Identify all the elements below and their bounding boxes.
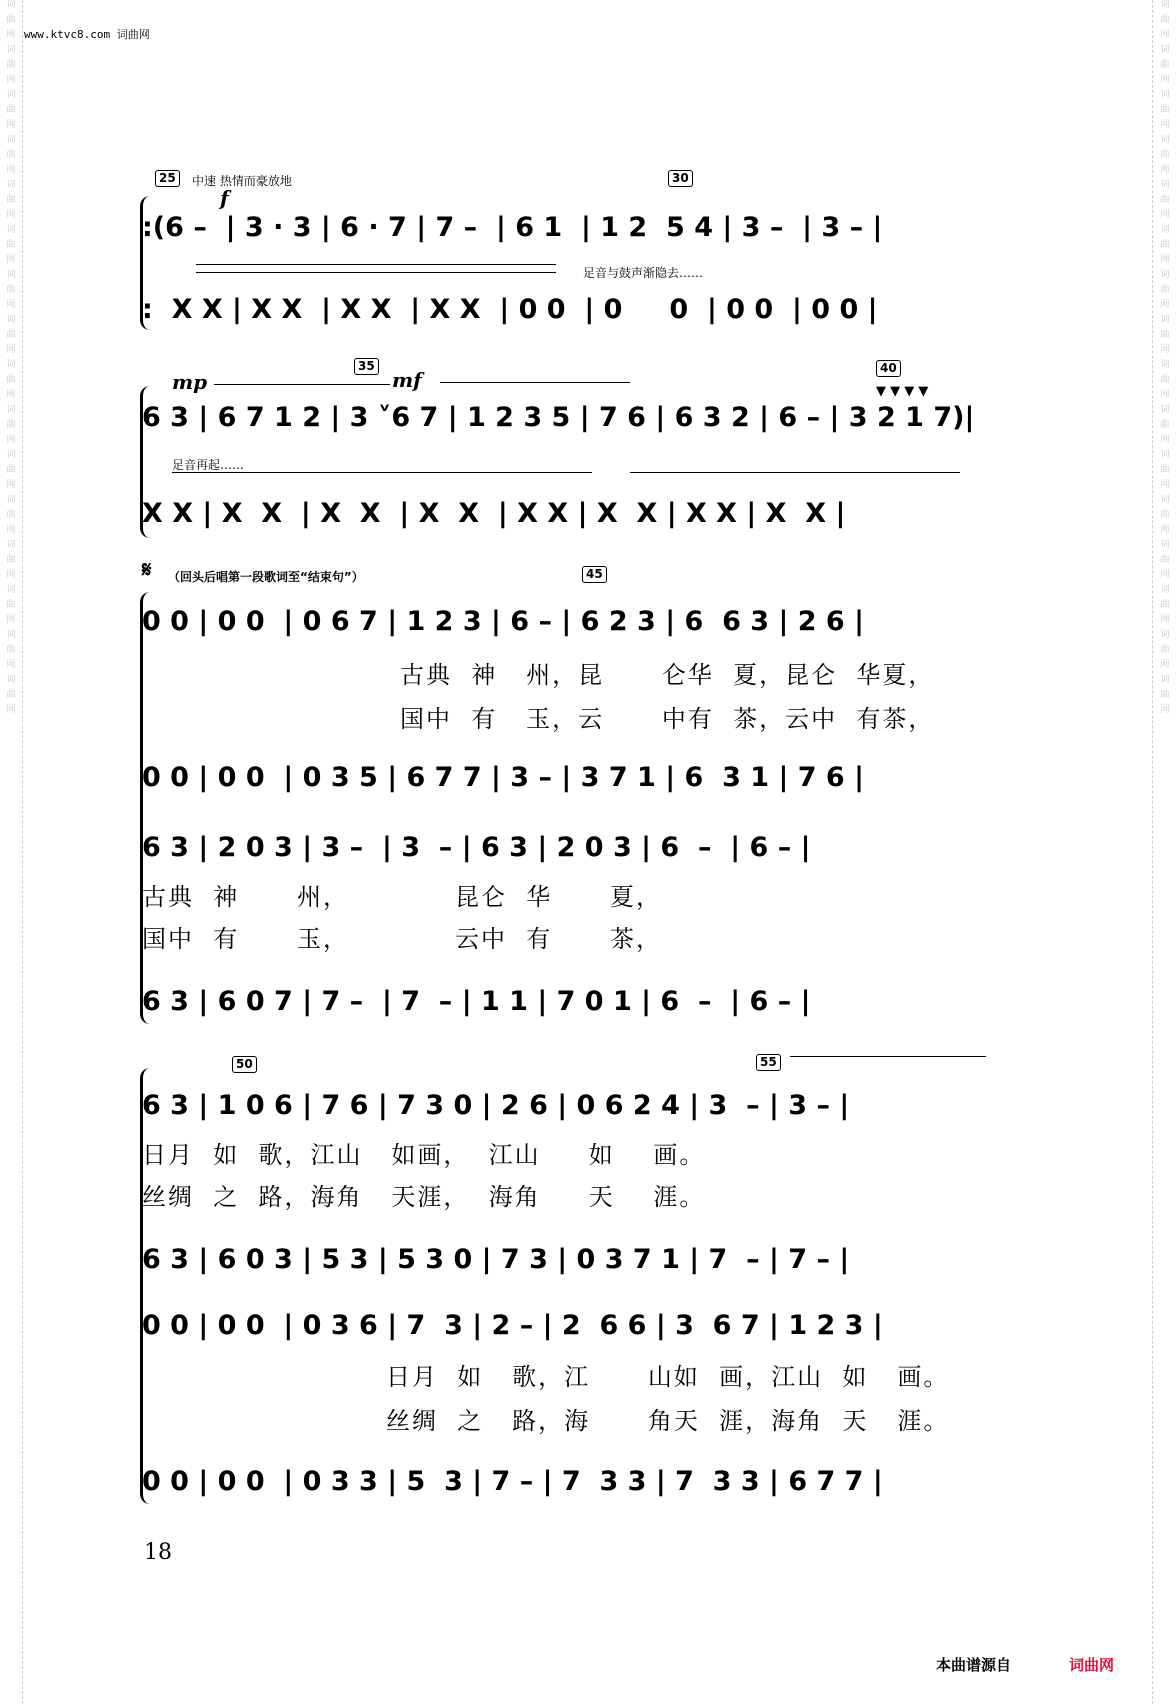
watermark-glyph: 网: [6, 255, 16, 265]
melody-line: 6 3 | 6 7 1 2 | 3 ˅6 7 | 1 2 3 5 | 7 6 | 6 3 2 | 6 – | 3 2 1 7)|: [142, 402, 975, 433]
upper-voice: 0 0 | 0 0 | 0 6 7 | 1 2 3 | 6 – | 6 2 3 | 6 6 3 | 2 6 |: [142, 606, 864, 637]
watermark-glyph: 词: [6, 360, 16, 370]
watermark-glyph: 词: [1160, 405, 1170, 415]
watermark-glyph: 词: [1160, 90, 1170, 100]
tempo-marking: 中速 热情而豪放地: [192, 174, 292, 188]
watermark-glyph: 曲: [1160, 285, 1170, 295]
watermark-glyph: 网: [6, 435, 16, 445]
accent-marks: ▼ ▼ ▼ ▼: [876, 384, 929, 399]
watermark-glyph: 网: [6, 75, 16, 85]
dynamic-marking: mf: [392, 368, 422, 392]
watermark-glyph: 词: [1160, 45, 1170, 55]
lower-voice: 6 3 | 6 0 7 | 7 – | 7 – | 1 1 | 7 0 1 | 6 – | 6 – |: [142, 986, 811, 1017]
watermark-glyph: 词: [6, 135, 16, 145]
watermark-glyph: 词: [1160, 585, 1170, 595]
watermark-glyph: 词: [1160, 495, 1170, 505]
watermark-glyph: 词: [1160, 675, 1170, 685]
watermark-glyph: 词: [1160, 450, 1170, 460]
page-edge-right: [1152, 0, 1153, 1704]
percussion-hint: 足音再起……: [172, 458, 245, 472]
watermark-glyph: 词: [6, 540, 16, 550]
watermark-glyph: 词: [6, 270, 16, 280]
watermark-glyph: 网: [1160, 30, 1170, 40]
percussion-line: X X | X X | X X | X X | X X | X X | X X | X X |: [142, 498, 846, 529]
footer-source-label: 本曲谱源自: [936, 1656, 1012, 1674]
watermark-glyph: 词: [1160, 540, 1170, 550]
lyrics-verse-1: 日月 如 歌，江山 如画， 江山 如 画。: [142, 1141, 706, 1169]
lower-voice: 0 0 | 0 0 | 0 3 5 | 6 7 7 | 3 – | 3 7 1 | 6 3 1 | 7 6 |: [142, 762, 864, 793]
crescendo-hairpin: [790, 1056, 986, 1057]
measure-number: 30: [668, 170, 693, 187]
alto-upper: 0 0 | 0 0 | 0 3 6 | 7 3 | 2 – | 2 6 6 | 3 6 7 | 1 2 3 |: [142, 1310, 883, 1341]
watermark-glyph: 词: [6, 405, 16, 415]
system-brace: [140, 1068, 157, 1504]
measure-number: 50: [232, 1056, 257, 1073]
percussion-line: : X X | X X | X X | X X | 0 0 | 0 0 | 0 0 | 0 0 |: [142, 294, 878, 325]
page-number: 18: [144, 1540, 172, 1565]
watermark-glyph: 网: [6, 390, 16, 400]
crescendo-hairpin: [440, 382, 630, 383]
melody-line: :(6 – | 3 · 3 | 6 · 7 | 7 – | 6 1 | 1 2 5 4 | 3 – | 3 – |: [142, 212, 883, 243]
watermark-glyph: 曲: [1160, 330, 1170, 340]
lyrics-verse-1: 古典 神 州，昆 仑华 夏，昆仑 华夏，: [400, 661, 935, 689]
watermark-glyph: 曲: [1160, 465, 1170, 475]
crescendo-hairpin: [172, 472, 592, 473]
watermark-glyph: 网: [6, 345, 16, 355]
lyrics-verse-2: 丝绸 之 路，海 角天 涯，海角 天 涯。: [386, 1407, 950, 1435]
lyrics-verse-1: 日月 如 歌，江 山如 画，江山 如 画。: [386, 1363, 950, 1391]
watermark-glyph: 曲: [6, 690, 16, 700]
watermark-glyph: 曲: [6, 240, 16, 250]
watermark-glyph: 曲: [1160, 555, 1170, 565]
watermark-glyph: 网: [6, 165, 16, 175]
measure-number: 35: [354, 358, 379, 375]
watermark-glyph: 曲: [6, 420, 16, 430]
watermark-glyph: 网: [1160, 480, 1170, 490]
watermark-glyph: 网: [6, 570, 16, 580]
site-url: www.ktvc8.com 词曲网: [24, 28, 150, 41]
lyrics-verse-1: 古典 神 州， 昆仑 华 夏，: [142, 883, 662, 911]
watermark-glyph: 词: [6, 315, 16, 325]
watermark-glyph: 曲: [1160, 600, 1170, 610]
watermark-glyph: 网: [6, 300, 16, 310]
watermark-glyph: 网: [1160, 255, 1170, 265]
segno-sign: 𝄋: [142, 558, 152, 583]
watermark-glyph: 曲: [6, 555, 16, 565]
watermark-glyph: 网: [1160, 165, 1170, 175]
percussion-hint: 足音与鼓声渐隐去……: [583, 266, 704, 280]
watermark-glyph: 网: [1160, 390, 1170, 400]
watermark-glyph: 网: [6, 120, 16, 130]
measure-number: 25: [155, 170, 180, 187]
watermark-glyph: 网: [1160, 75, 1170, 85]
watermark-glyph: 网: [1160, 435, 1170, 445]
watermark-glyph: 词: [6, 630, 16, 640]
watermark-glyph: 曲: [6, 600, 16, 610]
watermark-glyph: 网: [1160, 705, 1170, 715]
watermark-glyph: 词: [6, 585, 16, 595]
watermark-glyph: 网: [1160, 120, 1170, 130]
watermark-glyph: 网: [6, 660, 16, 670]
watermark-glyph: 网: [1160, 300, 1170, 310]
lyrics-verse-2: 丝绸 之 路，海角 天涯， 海角 天 涯。: [142, 1183, 706, 1211]
watermark-glyph: 词: [1160, 315, 1170, 325]
footer-brand-link[interactable]: 词曲网: [1069, 1656, 1115, 1674]
watermark-glyph: 曲: [1160, 240, 1170, 250]
crescendo-hairpin: [630, 472, 960, 473]
watermark-glyph: 词: [6, 225, 16, 235]
watermark-glyph: 曲: [6, 330, 16, 340]
watermark-glyph: 曲: [6, 150, 16, 160]
watermark-glyph: 曲: [6, 15, 16, 25]
watermark-glyph: 曲: [1160, 15, 1170, 25]
measure-number: 55: [756, 1054, 781, 1071]
watermark-glyph: 词: [6, 495, 16, 505]
watermark-glyph: 曲: [6, 285, 16, 295]
page-edge-left: [22, 0, 23, 1704]
watermark-glyph: 词: [6, 450, 16, 460]
watermark-glyph: 网: [1160, 210, 1170, 220]
watermark-glyph: 曲: [6, 60, 16, 70]
soprano-lower: 6 3 | 6 0 3 | 5 3 | 5 3 0 | 7 3 | 0 3 7 1 | 7 – | 7 – |: [142, 1244, 850, 1275]
watermark-glyph: 词: [1160, 180, 1170, 190]
measure-number: 40: [876, 360, 901, 377]
alto-lower: 0 0 | 0 0 | 0 3 3 | 5 3 | 7 – | 7 3 3 | 7 3 3 | 6 7 7 |: [142, 1466, 883, 1497]
watermark-left: [0, 0, 22, 1704]
dynamic-marking: mp: [172, 370, 208, 394]
dynamic-marking: f: [220, 186, 229, 210]
watermark-glyph: 曲: [6, 105, 16, 115]
watermark-glyph: 网: [6, 525, 16, 535]
watermark-glyph: 网: [6, 210, 16, 220]
watermark-glyph: 曲: [1160, 150, 1170, 160]
watermark-glyph: 网: [6, 30, 16, 40]
watermark-glyph: 词: [6, 180, 16, 190]
watermark-glyph: 曲: [1160, 105, 1170, 115]
watermark-glyph: 词: [6, 0, 16, 10]
repeat-instruction: （回头后唱第一段歌词至“结束句”）: [168, 570, 364, 584]
lyrics-verse-2: 国中 有 玉，云 中有 茶，云中 有茶，: [400, 705, 935, 733]
watermark-glyph: 曲: [6, 375, 16, 385]
crescendo-hairpin: [214, 384, 390, 385]
watermark-glyph: 词: [1160, 270, 1170, 280]
watermark-right: [1154, 0, 1176, 1704]
lyrics-verse-2: 国中 有 玉， 云中 有 茶，: [142, 925, 662, 953]
watermark-glyph: 词: [1160, 360, 1170, 370]
watermark-glyph: 曲: [6, 465, 16, 475]
watermark-glyph: 曲: [1160, 60, 1170, 70]
crescendo-hairpin: [196, 272, 556, 273]
upper-voice: 6 3 | 2 0 3 | 3 – | 3 – | 6 3 | 2 0 3 | 6 – | 6 – |: [142, 832, 811, 863]
watermark-glyph: 曲: [1160, 690, 1170, 700]
watermark-glyph: 词: [1160, 135, 1170, 145]
watermark-glyph: 网: [1160, 345, 1170, 355]
watermark-glyph: 网: [6, 615, 16, 625]
watermark-glyph: 词: [1160, 225, 1170, 235]
watermark-glyph: 网: [1160, 525, 1170, 535]
watermark-glyph: 曲: [1160, 420, 1170, 430]
watermark-glyph: 曲: [1160, 375, 1170, 385]
watermark-glyph: 曲: [6, 195, 16, 205]
watermark-glyph: 曲: [1160, 510, 1170, 520]
watermark-glyph: 词: [1160, 0, 1170, 10]
watermark-glyph: 词: [6, 45, 16, 55]
watermark-glyph: 词: [1160, 630, 1170, 640]
measure-number: 45: [582, 566, 607, 583]
watermark-glyph: 曲: [6, 510, 16, 520]
watermark-glyph: 网: [1160, 570, 1170, 580]
watermark-glyph: 曲: [1160, 195, 1170, 205]
watermark-glyph: 网: [1160, 615, 1170, 625]
watermark-glyph: 网: [6, 705, 16, 715]
watermark-glyph: 网: [6, 480, 16, 490]
soprano-upper: 6 3 | 1 0 6 | 7 6 | 7 3 0 | 2 6 | 0 6 2 4 | 3 – | 3 – |: [142, 1090, 850, 1121]
watermark-glyph: 词: [6, 675, 16, 685]
watermark-glyph: 网: [1160, 660, 1170, 670]
watermark-glyph: 词: [6, 90, 16, 100]
crescendo-hairpin: [196, 264, 556, 265]
system-brace: [140, 592, 157, 1024]
watermark-glyph: 曲: [1160, 645, 1170, 655]
watermark-glyph: 曲: [6, 645, 16, 655]
footer: [936, 1654, 1114, 1675]
